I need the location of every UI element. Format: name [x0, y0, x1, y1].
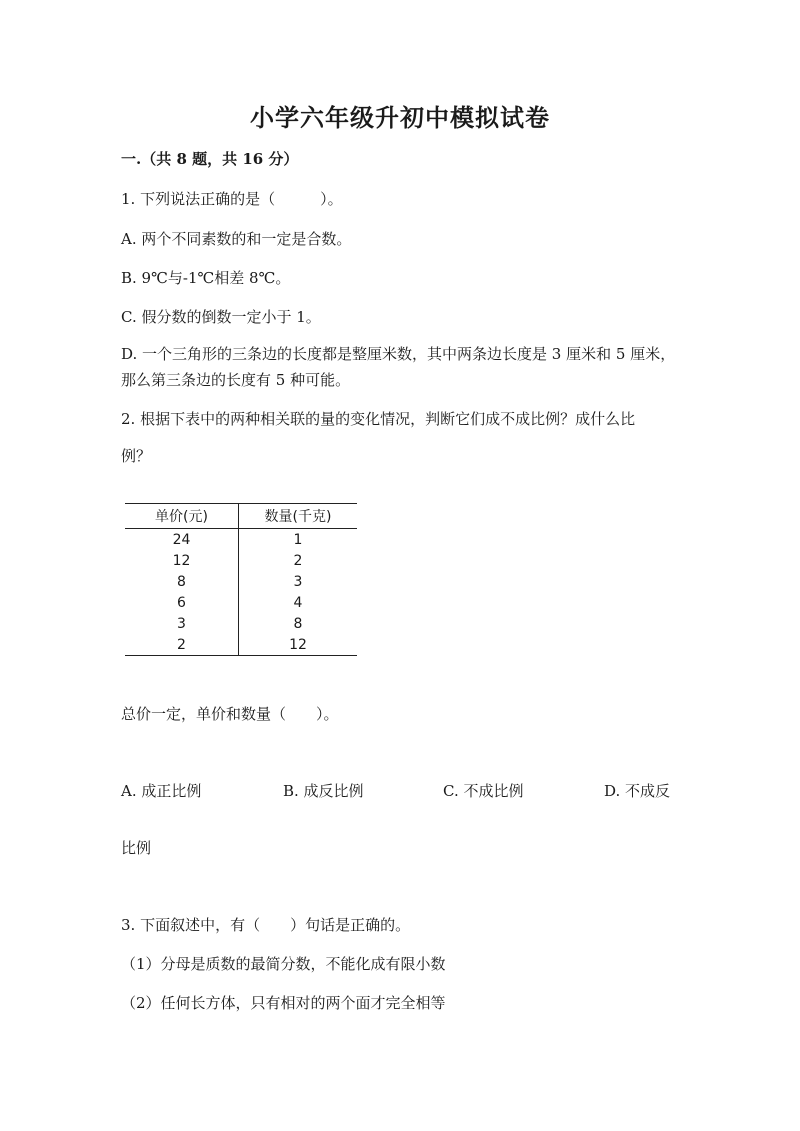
- question-1-stem: 1. 下列说法正确的是（ ）。: [121, 190, 343, 208]
- question-2-stem-line2: 例？: [121, 447, 152, 465]
- page-title: 小学六年级升初中模拟试卷: [250, 103, 550, 132]
- table-header-price: 单价(元): [125, 504, 239, 529]
- table-cell: 12: [125, 550, 239, 571]
- question-3-item-1: （1）分母是质数的最简分数，不能化成有限小数: [121, 955, 446, 973]
- table-header-quantity: 数量(千克): [239, 504, 358, 529]
- question-2-stem-line1: 2. 根据下表中的两种相关联的量的变化情况，判断它们成不成比例？成什么比: [121, 410, 636, 428]
- section-header: 一.（共 8 题，共 16 分）: [121, 150, 299, 168]
- table-cell: 8: [293, 615, 303, 632]
- table-row: [125, 571, 357, 592]
- question-1-option-b: B. 9℃与-1℃相差 8℃。: [121, 269, 291, 287]
- table-row: [125, 613, 357, 634]
- question-1-option-a: A. 两个不同素数的和一定是合数。: [121, 230, 352, 248]
- table-cell: 12: [239, 634, 358, 656]
- table-cell: 8: [125, 571, 239, 592]
- table-cell: 24: [125, 529, 239, 551]
- table-cell: 3: [293, 573, 303, 590]
- price-quantity-table: [125, 503, 357, 656]
- question-2-sub-stem: 总价一定，单价和数量（ ）。: [121, 705, 339, 723]
- question-1-option-c: C. 假分数的倒数一定小于 1。: [121, 308, 321, 326]
- table-cell: 4: [293, 594, 303, 611]
- question-3-stem: 3. 下面叙述中，有（ ）句话是正确的。: [121, 916, 411, 934]
- question-1-option-d: D. 一个三角形的三条边的长度都是整厘米数，其中两条边长度是 3 厘米和 5 厘米，那么第三条边的长度有 5 种可能。: [121, 345, 676, 389]
- table-row: [125, 634, 357, 656]
- question-2-option-c: C. 不成比例: [443, 782, 524, 800]
- question-2-option-d: D. 不成反: [604, 782, 671, 800]
- table-row: [125, 529, 357, 551]
- question-2-option-a: A. 成正比例: [121, 782, 202, 800]
- question-2-option-b: B. 成反比例: [283, 782, 364, 800]
- table-cell: 3: [125, 613, 239, 634]
- question-2-option-d-wrap: 比例: [121, 839, 152, 857]
- table-cell: 1: [293, 531, 303, 548]
- table-row: [125, 592, 357, 613]
- table-cell: 6: [125, 592, 239, 613]
- table-cell: 2: [125, 634, 239, 656]
- table-row: [125, 550, 357, 571]
- question-3-item-2: （2）任何长方体，只有相对的两个面才完全相等: [121, 994, 446, 1012]
- table-cell: 2: [293, 552, 303, 569]
